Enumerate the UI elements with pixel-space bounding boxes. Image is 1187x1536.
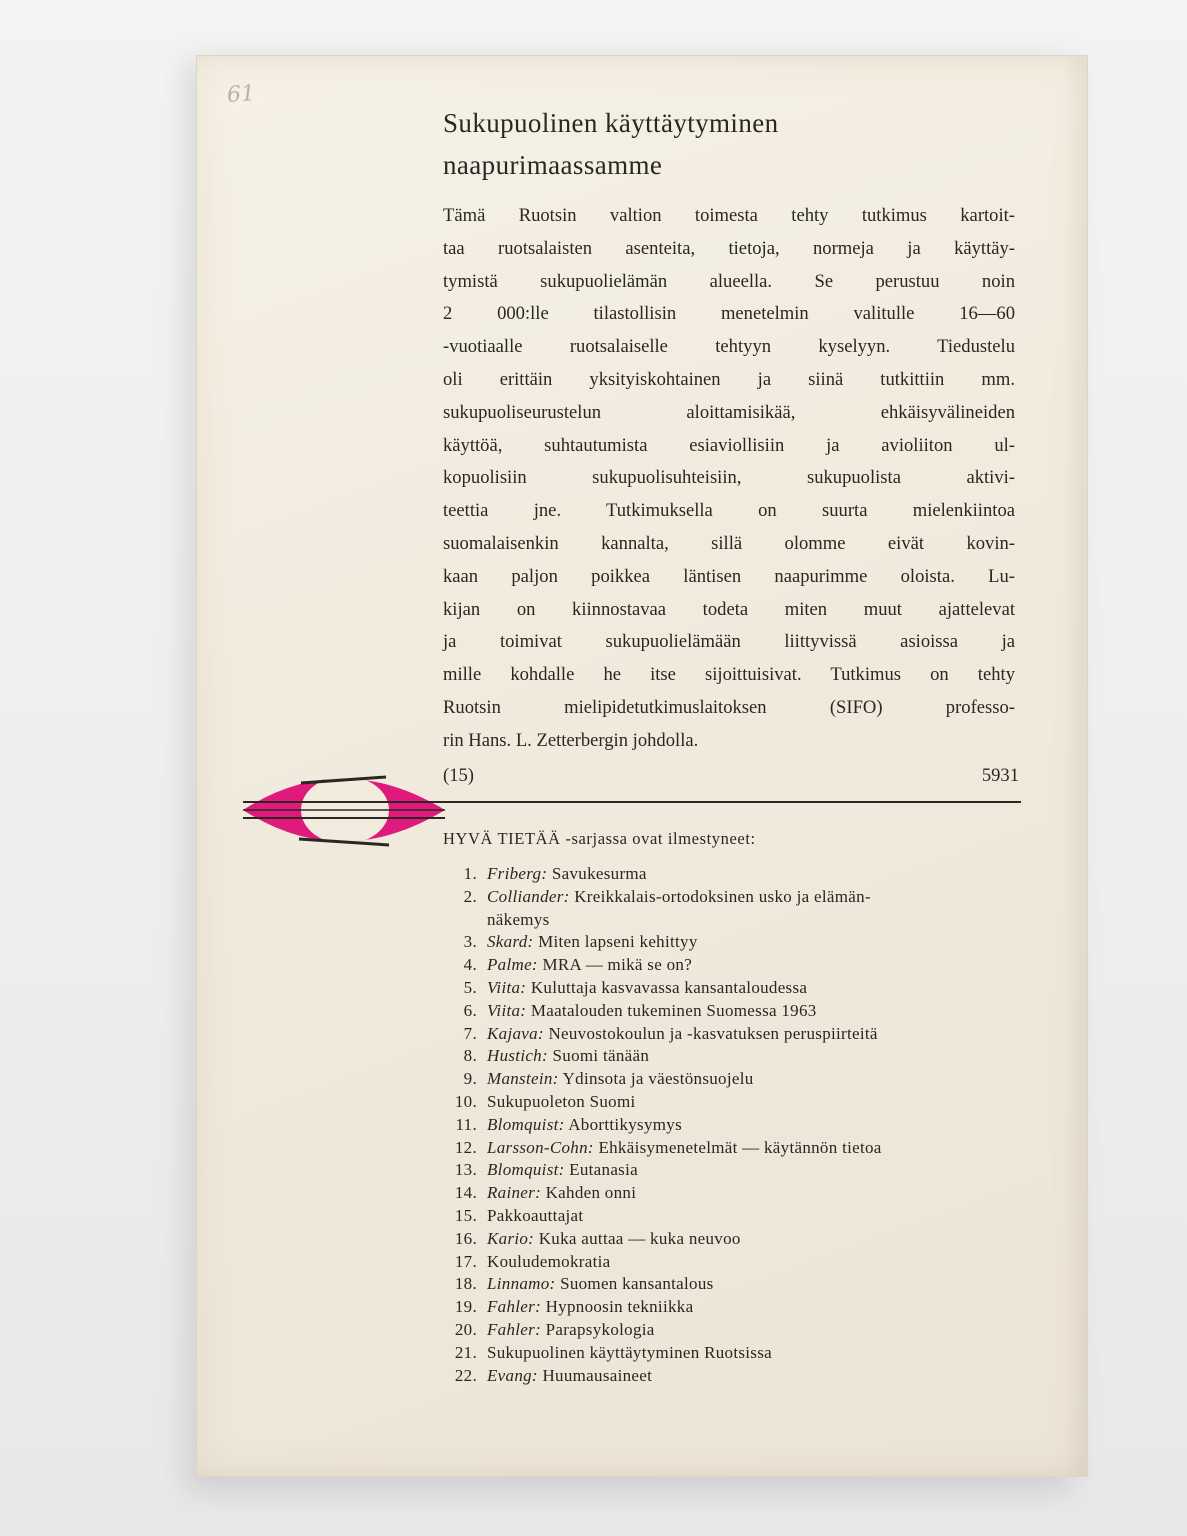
item-number: 5.	[463, 977, 477, 997]
item-author: Viita:	[487, 977, 527, 997]
list-item	[443, 1342, 1043, 1365]
series-number: (15)	[443, 765, 474, 786]
item-title: Pakkoauttajat	[487, 1205, 584, 1225]
list-item	[443, 1251, 1043, 1274]
item-number: 15.	[454, 1205, 477, 1225]
item-number: 11.	[455, 1114, 477, 1134]
item-number: 20.	[454, 1319, 477, 1339]
blurb-line: teettia jne. Tutkimuksella on suurta mielenkiintoa	[443, 500, 1015, 522]
blurb-line: oli erittäin yksityiskohtainen ja siinä tutkittiin mm.	[443, 368, 1015, 390]
item-author: Fahler:	[487, 1297, 542, 1317]
item-number: 14.	[454, 1183, 477, 1203]
item-number: 7.	[463, 1023, 477, 1043]
divider-rule	[443, 801, 1021, 803]
item-number: 6.	[463, 1000, 477, 1020]
blurb-line: tymistä sukupuolielämän alueella. Se perustuu noin	[443, 270, 1015, 292]
item-title: Parapsykologia	[545, 1319, 655, 1339]
blurb-text	[443, 200, 1015, 758]
item-title: Kreikkalais-ortodoksinen usko ja elämän-	[574, 886, 871, 906]
item-author: Kario:	[487, 1228, 535, 1248]
item-author: Blomquist:	[487, 1114, 565, 1134]
item-title: Kuluttaja kasvavassa kansantaloudessa	[530, 977, 808, 997]
list-item	[443, 1023, 1043, 1046]
list-item	[443, 1045, 1043, 1068]
item-number: 16.	[454, 1228, 477, 1248]
item-author: Skard:	[487, 932, 534, 952]
item-number: 1.	[463, 864, 477, 883]
list-item	[443, 1182, 1043, 1205]
list-item	[443, 1319, 1043, 1342]
item-title: Neuvostokoulun ja -kasvatuksen peruspiirteitä	[548, 1023, 878, 1043]
item-title: Maatalouden tukeminen Suomessa 1963	[530, 1000, 817, 1020]
item-author: Blomquist:	[487, 1160, 565, 1180]
list-item	[443, 931, 1043, 954]
item-number: 13.	[454, 1160, 477, 1180]
item-author: Palme:	[487, 955, 538, 975]
blurb-line: kaan paljon poikkea läntisen naapurimme oloista. Lu-	[443, 565, 1015, 587]
item-title: Ehkäisymenetelmät — käytännön tietoa	[598, 1137, 882, 1157]
blurb-line: -vuotiaalle ruotsalaiselle tehtyyn kyselyyn. Tiedustelu	[443, 336, 1015, 358]
list-item	[443, 1159, 1043, 1182]
item-number: 4.	[463, 955, 477, 975]
list-item	[443, 1114, 1043, 1137]
item-title: Kouludemokratia	[487, 1251, 611, 1271]
item-title: Hypnoosin tekniikka	[545, 1297, 694, 1317]
item-number: 21.	[454, 1342, 477, 1362]
product-code: 5931	[981, 765, 1019, 786]
item-number: 2.	[463, 886, 477, 906]
list-item	[443, 1228, 1043, 1251]
blurb-line: Ruotsin mielipidetutkimuslaitoksen (SIFO) professo-	[443, 696, 1015, 718]
list-item	[443, 954, 1043, 977]
item-title: Sukupuoleton Suomi	[487, 1091, 636, 1111]
item-title: Suomen kansantalous	[560, 1274, 714, 1294]
item-author: Evang:	[487, 1365, 538, 1385]
book-back-cover	[196, 55, 1088, 1477]
item-number: 22.	[454, 1365, 477, 1385]
item-title: Kuka auttaa — kuka neuvoo	[538, 1228, 741, 1248]
book-title	[443, 102, 1043, 186]
blurb-line: sukupuoliseurustelun aloittamisikää, ehkäisyvälineiden	[443, 401, 1015, 423]
item-author: Linnamo:	[487, 1274, 556, 1294]
list-item	[443, 1000, 1043, 1023]
list-item	[443, 863, 1043, 886]
item-author: Larsson-Cohn:	[487, 1137, 594, 1157]
item-title: MRA — mikä se on?	[542, 955, 693, 975]
title-line: Sukupuolinen käyttäytyminen	[443, 108, 779, 138]
item-author: Kajava:	[487, 1023, 544, 1043]
item-author: Viita:	[487, 1000, 527, 1020]
item-author: Fahler:	[487, 1319, 542, 1339]
blurb-line: kopuolisiin sukupuolisuhteisiin, sukupuolista aktivi-	[443, 467, 1015, 489]
list-item	[443, 1296, 1043, 1319]
blurb-line: suomalaisenkin kannalta, sillä olomme eivät kovin-	[443, 532, 1015, 554]
item-number: 18.	[454, 1274, 477, 1294]
item-author: Rainer:	[487, 1183, 542, 1203]
item-author: Hustich:	[487, 1046, 548, 1066]
item-title: Miten lapseni kehittyy	[538, 932, 698, 952]
item-number: 3.	[463, 932, 477, 952]
item-title: Suomi tänään	[552, 1046, 650, 1066]
list-item	[443, 886, 1043, 932]
book-codes	[443, 760, 1019, 792]
blurb-line: käyttöä, suhtautumista esiaviollisiin ja avioliiton ul-	[443, 434, 1015, 456]
list-item	[443, 1068, 1043, 1091]
blurb-line: taa ruotsalaisten asenteita, tietoja, normeja ja käyttäy-	[443, 237, 1015, 259]
item-number: 8.	[463, 1046, 477, 1066]
item-title-continued: näkemys	[487, 909, 550, 929]
item-number: 10.	[454, 1091, 477, 1111]
series-list	[443, 863, 1043, 1387]
blurb-line: mille kohdalle he itse sijoittuisivat. Tutkimus on tehty	[443, 664, 1015, 686]
list-item	[443, 1091, 1043, 1114]
item-title: Eutanasia	[569, 1160, 638, 1180]
blurb-line: rin Hans. L. Zetterbergin johdolla.	[443, 729, 699, 751]
item-author: Manstein:	[487, 1069, 559, 1089]
blurb-line: Tämä Ruotsin valtion toimesta tehty tutkimus kartoit-	[443, 205, 1015, 226]
item-number: 19.	[454, 1297, 477, 1317]
blurb-line: kijan on kiinnostavaa todeta miten muut ajattelevat	[443, 598, 1015, 620]
item-title: Huumausaineet	[542, 1365, 653, 1385]
item-number: 9.	[463, 1069, 477, 1089]
item-number: 17.	[454, 1251, 477, 1271]
item-title: Sukupuolinen käyttäytyminen Ruotsissa	[487, 1342, 772, 1362]
item-author: Friberg:	[487, 864, 548, 883]
list-item	[443, 977, 1043, 1000]
item-number: 12.	[454, 1137, 477, 1157]
series-heading: HYVÄ TIETÄÄ -sarjassa ovat ilmestyneet:	[443, 829, 756, 848]
list-item	[443, 1365, 1043, 1388]
item-title: Aborttikysymys	[568, 1114, 682, 1134]
title-line: naapurimaassamme	[443, 150, 663, 180]
blurb-line: ja toimivat sukupuolielämään liittyvissä asioissa ja	[443, 631, 1015, 653]
item-title: Ydinsota ja väestönsuojelu	[562, 1069, 754, 1089]
list-item	[443, 1137, 1043, 1160]
list-item	[443, 1273, 1043, 1296]
hyva-tietaa-eye-logo-icon	[241, 769, 447, 851]
item-title: Savukesurma	[551, 864, 647, 883]
list-item	[443, 1205, 1043, 1228]
pencil-mark: 61	[226, 81, 256, 108]
item-author: Colliander:	[487, 886, 570, 906]
item-title: Kahden onni	[545, 1183, 637, 1203]
blurb-line: 2 000:lle tilastollisin menetelmin valitulle 16—60	[443, 303, 1015, 325]
